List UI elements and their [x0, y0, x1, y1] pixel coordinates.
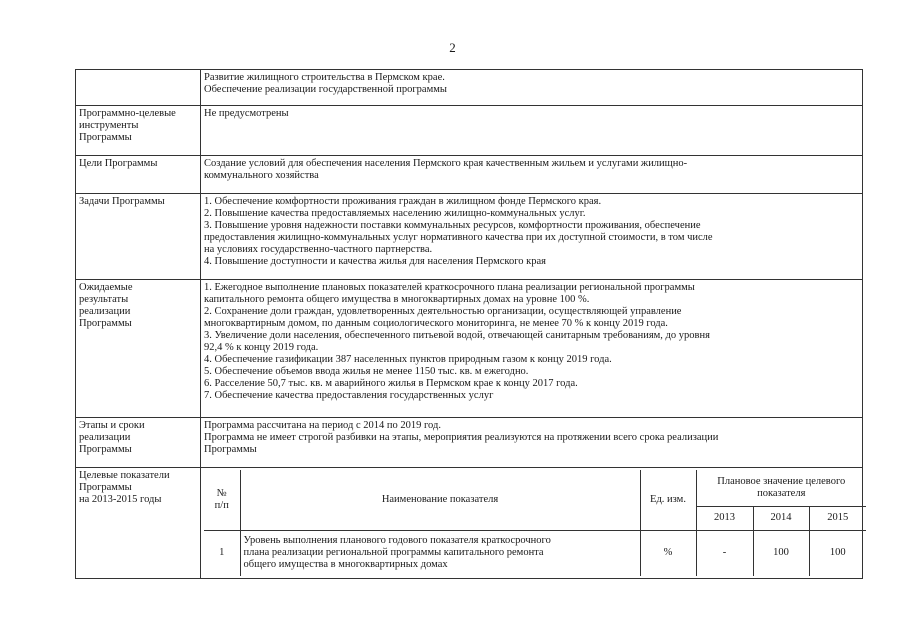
- row-results: [76, 280, 863, 418]
- text-line: 1. Обеспечение комфортности проживания граждан в жилищном фонде Пермского края.: [204, 196, 602, 207]
- indicators-table: [204, 470, 866, 576]
- text-line: предоставления жилищно-коммунальных услуг нормативного качества при их доступной стоимости, в том числе: [204, 232, 713, 243]
- label-line: Программы: [79, 444, 132, 455]
- label-line: результаты: [79, 294, 129, 305]
- row-results-label: [76, 280, 201, 418]
- page-number: 2: [449, 40, 456, 55]
- text-line: Создание условий для обеспечения населения Пермского края качественным жильем и услугами жилищно-: [204, 158, 688, 169]
- text-line: на условиях государственно-частного партнерства.: [204, 244, 433, 255]
- indicator-value-2014: 100: [753, 530, 809, 576]
- row-tools-value: [201, 106, 863, 156]
- text-line: 4. Повышение доступности и качества жилья для населения Пермского края: [204, 256, 546, 267]
- row-tools-label: [76, 106, 201, 156]
- label-line: инструменты: [79, 120, 139, 131]
- text-line: 3. Повышение уровня надежности поставки коммунальных ресурсов, комфортности проживания, обеспечение: [204, 220, 701, 231]
- text-line: капитального ремонта общего имущества в многоквартирных домах на уровне 100 %.: [204, 294, 590, 305]
- text-line: 4. Обеспечение газификации 387 населенных пунктов природным газом к концу 2019 года.: [204, 354, 612, 365]
- row-subprograms: [76, 70, 863, 106]
- text-line: Программа не имеет строгой разбивки на этапы, мероприятия реализуются на протяжении всего срока реализации: [204, 432, 719, 443]
- row-subprograms-value: [201, 70, 863, 106]
- label-line: Программно-целевые: [79, 108, 176, 119]
- header-line: п/п: [214, 499, 229, 511]
- row-goals: [76, 156, 863, 194]
- label-line: на 2013-2015 годы: [79, 494, 162, 505]
- text-line: коммунального хозяйства: [204, 170, 319, 181]
- row-indicators: [76, 468, 863, 579]
- label-line: Программы: [79, 132, 132, 143]
- row-tasks: [76, 194, 863, 280]
- indicator-unit: %: [640, 530, 696, 576]
- header-year: 2014: [753, 506, 809, 530]
- row-goals-value: [201, 156, 863, 194]
- text-line: 92,4 % к концу 2019 года.: [204, 342, 319, 353]
- header-name: Наименование показателя: [240, 470, 640, 530]
- indicators-header-row: [204, 470, 866, 506]
- text-line: 3. Увеличение доли населения, обеспеченного питьевой водой, отвечающей санитарным требованиям, до уровня: [204, 330, 710, 341]
- table-row: [204, 530, 866, 576]
- header-line: Плановое значение целевого: [717, 475, 846, 487]
- text-line: плана реализации региональной программы капитального ремонта: [243, 547, 544, 559]
- indicator-name: [240, 530, 640, 576]
- text-line: 5. Обеспечение объемов ввода жилья не менее 1150 тыс. кв. м ежегодно.: [204, 366, 529, 377]
- text-line: 2. Повышение качества предоставляемых населению жилищно-коммунальных услуг.: [204, 208, 586, 219]
- text-line: 1. Ежегодное выполнение плановых показателей краткосрочного плана реализации региональной программы: [204, 282, 695, 293]
- header-year: 2015: [809, 506, 866, 530]
- text-line: Уровень выполнения планового годового показателя краткосрочного: [243, 535, 551, 547]
- row-tools: [76, 106, 863, 156]
- row-results-value: [201, 280, 863, 418]
- text-line: Программа рассчитана на период с 2014 по 2019 год.: [204, 420, 441, 431]
- text-line: Не предусмотрены: [204, 108, 289, 119]
- text-line: 2. Сохранение доли граждан, удовлетворенных деятельностью организации, осуществляющей управление: [204, 306, 682, 317]
- row-goals-label: Цели Программы: [76, 156, 201, 194]
- text-line: Развитие жилищного строительства в Пермском крае.: [204, 72, 445, 83]
- text-line: 6. Расселение 50,7 тыс. кв. м аварийного жилья в Пермском крае к концу 2017 года.: [204, 378, 578, 389]
- header-line: показателя: [757, 487, 806, 499]
- row-stages: [76, 418, 863, 468]
- label-line: реализации: [79, 306, 131, 317]
- row-indicators-label: [76, 468, 201, 579]
- label-line: реализации: [79, 432, 131, 443]
- indicator-value-2015: 100: [809, 530, 866, 576]
- header-unit: Ед. изм.: [640, 470, 696, 530]
- row-stages-value: [201, 418, 863, 468]
- header-line: №: [216, 487, 227, 499]
- row-indicators-value: [201, 468, 863, 579]
- row-stages-label: [76, 418, 201, 468]
- row-tasks-value: [201, 194, 863, 280]
- label-line: Программы: [79, 318, 132, 329]
- label-line: Программы: [79, 482, 132, 493]
- indicator-num: 1: [204, 530, 240, 576]
- label-line: Этапы и сроки: [79, 420, 145, 431]
- header-year: 2013: [696, 506, 753, 530]
- row-tasks-label: Задачи Программы: [76, 194, 201, 280]
- header-plan: [696, 470, 866, 506]
- label-line: Целевые показатели: [79, 470, 170, 481]
- indicator-value-2013: -: [696, 530, 753, 576]
- text-line: Программы: [204, 444, 257, 455]
- program-passport-table: [75, 69, 863, 579]
- text-line: многоквартирным домом, по данным социологического мониторинга, не менее 70 % к концу 2019 года.: [204, 318, 668, 329]
- row-subprograms-label: [76, 70, 201, 106]
- label-line: Ожидаемые: [79, 282, 133, 293]
- text-line: Обеспечение реализации государственной программы: [204, 84, 447, 95]
- text-line: 7. Обеспечение качества предоставления государственных услуг: [204, 390, 494, 401]
- text-line: общего имущества в многоквартирных домах: [243, 559, 448, 571]
- header-num: [204, 470, 240, 530]
